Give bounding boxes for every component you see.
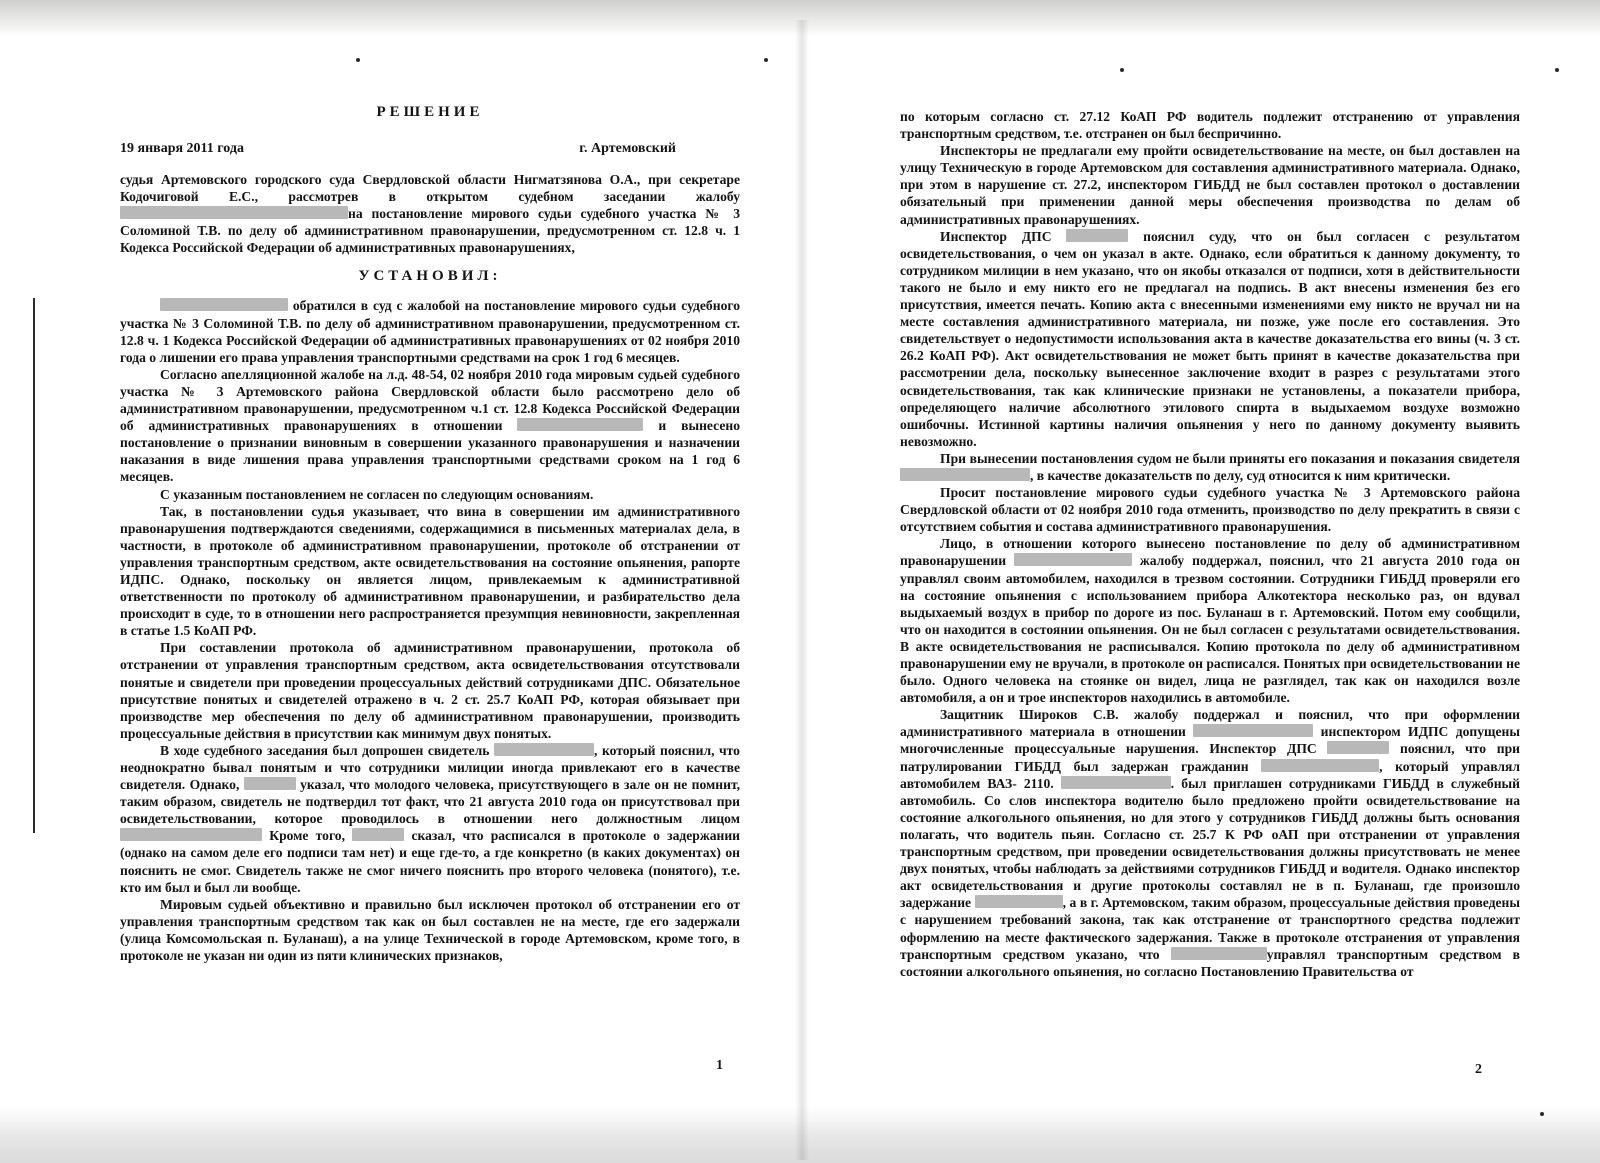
paragraph: При составлении протокола об административном правонарушении, протокола об отстранении от управления транспортным средством, акта освидетельствования отсутствовали понятые и свидетели при проведении процессуальных действий сотрудниками ДПС. Обязательное присутствие понятых и свидетелей отражено в ч. 2 ст. 25.7 КоАП РФ, которая обязывает при производстве мер обеспечения по делу об административном правонарушении, производить процессуальные действия в присутствии как минимум двух понятых. [120,640,740,741]
redacted-name [1061,776,1171,789]
margin-bracket-mark [33,298,35,833]
redacted-name [517,418,643,431]
redacted-name [900,468,1030,481]
redacted-name [120,828,262,841]
paragraph: Защитник Широков С.В. жалобу поддержал и пояснил, что при оформлении административного материала в отношении инспектором ИДПС допущены многочисленные процессуальные нарушения. Инспектор ДПС пояснил, что при патрулировании ГИБДД был задержан гражданин , который управлял автомобилем ВАЗ- 2110. . был приглашен сотрудниками ГИБДД в служебный автомобиль. Со слов инспектора водителю было предложено пройти освидетельствование на состояние алкогольного опьянения, но для этого у сотрудников ГИБДД должны быть основания полагать, что водитель пьян. Согласно ст. 25.7 К РФ оАП при отстранении от управления транспортным средством, при проведении освидетельствования должны присутствовать не менее двух понятых, чтобы наблюдать за действиями сотрудников ГИБДД и водителя. Однако инспектор акт освидетельствования и другие протоколы составлял не в п. Буланаш, где произошло задержание , а в г. Артемовском, таким образом, процессуальные действия проведены с нарушением требований закона, так как отстранение от транспортного средства подлежит оформлению на месте фактического задержания. Также в протоколе отстранения от управления транспортным средством указано, что управлял транспортным средством в состоянии алкогольного опьянения, но согласно Постановлению Правительства от [900,707,1521,979]
redacted-name [494,743,594,756]
scan-speck [1540,1112,1544,1116]
redacted-name [975,895,1063,908]
scan-speck [764,58,768,62]
redacted-name [1014,553,1132,566]
redacted-name [244,777,296,790]
redacted-name [1327,741,1389,754]
paragraph: При вынесении постановления судом не были приняты его показания и показания свидетеля , в качестве доказательств по делу, суд относится к ним критически. [900,450,1520,484]
paragraph: Мировым судьей объективно и правильно был исключен протокол об отстранении его от управления транспортным средством так как он был составлен не на месте, где его задержали (улица Комсомольская п. Буланаш), а на улице Технической в городе Артемовском, кроме того, в протоколе не указан ни один из пяти клинических признаков, [120,896,740,964]
intro-paragraph: судья Артемовского городского суда Свердловской области Нигматзянова О.А., при секретаре Кодочиговой Е.С., рассмотрев в открытом судебном заседании жалобу на постановление мирового судьи судебного участка № 3 Соломиной Т.В. по делу об административном правонарушении, предусмотренном ст. 12.8 ч. 1 Кодекса Российской Федерации об административных правонарушениях, [120,172,740,256]
paragraph: Просит постановление мирового судьи судебного участка № 3 Артемовского района Свердловской области от 02 ноября 2010 года отменить, производство по делу прекратить в связи с отсутствием события и состава административного правонарушения. [900,485,1520,535]
section-title: УСТАНОВИЛ: [358,268,502,285]
redacted-name [1171,947,1267,960]
document-city: г. Артемовский [579,141,676,156]
paragraph: Согласно апелляционной жалобе на л.д. 48-54, 02 ноября 2010 года мировым судьей судебного участка № 3 Артемовского района Свердловской области было рассмотрено дело об административном правонарушении, предусмотренном ч.1 ст. 12.8 Кодекса Российской Федерации об административных правонарушениях в отношении и вынесено постановление о признании виновным в совершении указанного правонарушения и назначении наказания в виде лишения права управления транспортными средствами сроком на 1 год 6 месяцев. [120,366,740,485]
document-title: РЕШЕНИЕ [376,104,484,120]
paragraph: Инспектор ДПС пояснил суду, что он был согласен с результатом освидетельствования, о чем он указал в акте. Однако, если обратиться к данному документу, то сотрудником милиции в нем указано, что он якобы отказался от подписи, хотя в действительности такого не было и ему никто его не предлагал на подпись. В акт внесены изменения без его присутствия, имеется печать. Копию акта с внесенными изменениями ему никто не вручал ни на месте составления административного материала, ни позже, уже после его составления. Это свидетельствует о недопустимости использования акта в качестве доказательства его вины (ч. 3 ст. 26.2 КоАП РФ). Акт освидетельствования не может быть принят в качестве доказательства при рассмотрении дела, поскольку вынесенное заключение входит в разрез с результатами этого освидетельствования, так как клинические признаки не установлены, а показатели прибора, определяющего наличие абсолютного этилового спирта в выдыхаемом воздухе возможно ошибочны. Истинной картины наличия опьянения у него по данному документу выявить невозможно. [900,228,1520,449]
scan-speck [356,58,360,62]
left-page [120,104,740,964]
redacted-name [120,206,348,219]
paragraph: Лицо, в отношении которого вынесено постановление по делу об административном правонарушении жалобу поддержал, пояснил, что 21 августа 2010 года он управлял своим автомобилем, находился в трезвом состоянии. Сотрудники ГИБДД проверяли его на состояние опьянения с использованием прибора Алкотектора несколько раз, он вдувал выдыхаемый воздух в прибор по дороге из пос. Буланаш в г. Артемовский. Потом ему сообщили, что он находится в состоянии опьянения. Он не был согласен с результатами освидетельствования. В акте освидетельствования не расписывался. Копию протокола по делу об административном правонарушении ему не вручали, в протоколе он расписался. Понятых при освидетельствовании не было. Одного человека на стоянке он видел, лица не разглядел, так как он находился возле автомобиля, а он и трое инспекторов находились в автомобиле. [900,536,1520,706]
book-spine-fold [795,20,809,1160]
scan-speck [1120,68,1124,72]
redacted-name [1066,229,1128,242]
paragraph: обратился в суд с жалобой на постановление мирового судьи судебного участка № 3 Соломиной Т.В. по делу об административном правонарушении, предусмотренном ст. 12.8 ч. 1 Кодекса Российской Федерации об административных правонарушениях от 02 ноября 2010 года о лишении его права управления транспортными средствами на срок 1 год 6 месяцев. [120,298,740,365]
page-number-right: 2 [1475,1062,1482,1077]
redacted-name [1193,724,1313,737]
scan-speck [1555,68,1559,72]
paragraph: по которым согласно ст. 27.12 КоАП РФ водитель подлежит отстранению от управления транспортным средством, т.е. отстранен он был беспричинно. [900,109,1520,142]
paragraph: В ходе судебного заседания был допрошен свидетель , который пояснил, что неоднократно бывал понятым и что сотрудники милиции иногда привлекают его в качестве свидетеля. Однако, указал, что молодого человека, присутствующего в зале он не помнит, таким образом, свидетель не подтвердил тот факт, что 21 августа 2010 года он присутствовал при освидетельствовании, которое проводилось в отношении него должностным лицом Кроме того, сказал, что расписался в протоколе о задержании (однако на самом деле его подписи там нет) и еще где-то, а где конкретно (в каких документах) он пояснить не смог. Свидетель также не смог ничего пояснить про второго человека (понятого), т.е. кто им был и был ли вообще. [120,742,741,895]
paragraph: С указанным постановлением не согласен по следующим основаниям. [160,486,594,502]
redacted-name [160,298,288,311]
paragraph: Инспекторы не предлагали ему пройти освидетельствование на месте, он был доставлен на улицу Техническую в городе Артемовском для составления административного материала. Однако, при этом в нарушение ст. 27.2, инспектором ГИБДД не был составлен протокол о доставлении обязательный при применении данной меры обеспечения производства по делам об административных правонарушениях. [900,143,1520,227]
right-page [900,108,1520,980]
date-place-row [120,141,740,157]
redacted-name [1261,759,1379,772]
redacted-name [352,828,404,841]
paragraph: Так, в постановлении судья указывает, что вина в совершении им административного правонарушения подтверждаются сведениями, содержащимися в письменных материалах дела, в частности, в протоколе об административном правонарушении, протоколе об отстранении от управления транспортным средством, акте освидетельствования на состояние опьянения, рапорте ИДПС. Однако, поскольку он является лицом, привлекаемым к административной ответственности по протоколу об административном правонарушении, и разбирательство дела происходит в суде, то в отношении него распространяется презумпция невиновности, закрепленная в статье 1.5 КоАП РФ. [120,503,740,639]
document-date: 19 января 2011 года [120,141,244,156]
page-number-left: 1 [716,1058,723,1073]
